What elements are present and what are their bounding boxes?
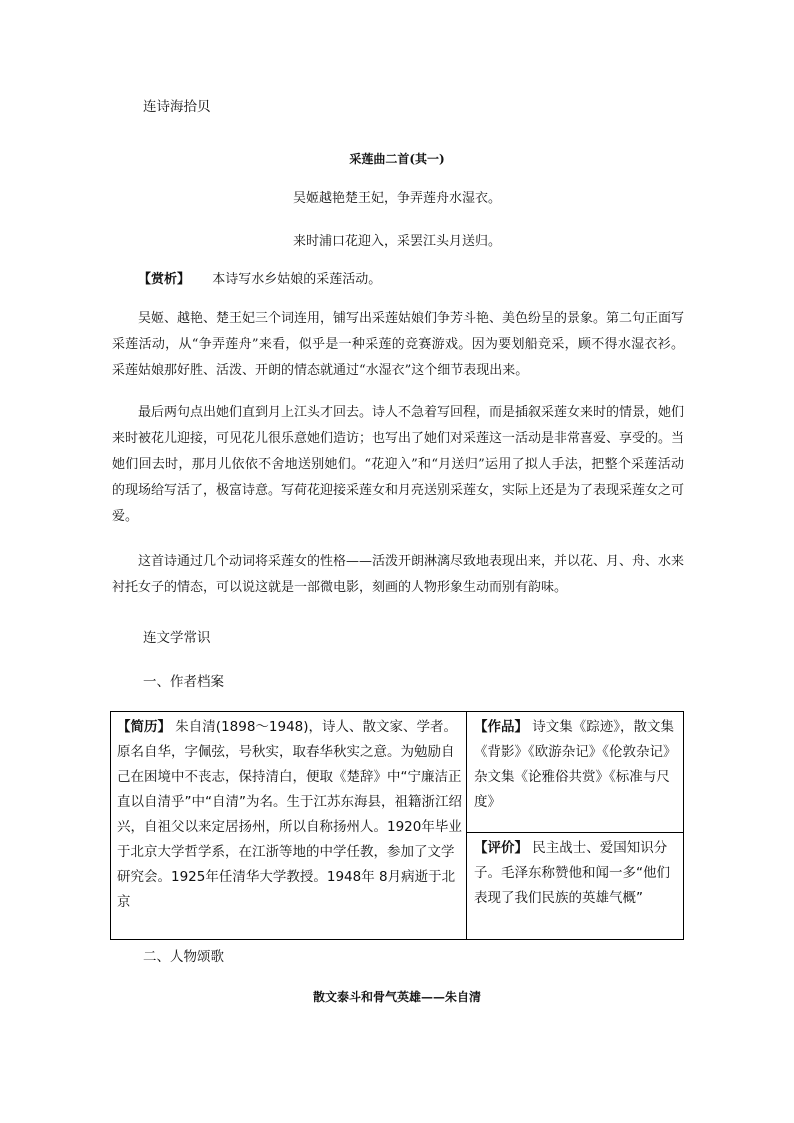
appreciation-intro	[138, 268, 381, 287]
paragraph-text: 这首诗通过几个动词将采莲女的性格——活泼开朗淋漓尽致地表现出来，并以花、月、舟、水来衬托女子的情态，可以说这就是一部微电影，刻画的人物形象生动而别有韵味。	[112, 554, 685, 595]
poem-title: 采莲曲二首(其一)	[349, 152, 445, 166]
works-label: 【作品】	[474, 719, 528, 735]
evaluation-label: 【评价】	[474, 840, 528, 856]
section-heading-poetry: 连诗海拾贝	[143, 99, 211, 115]
evaluation-cell	[474, 836, 680, 911]
biography-cell	[117, 715, 462, 915]
poem-line-2: 来时浦口花迎入，采罢江头月送归。	[292, 234, 501, 249]
table-divider	[466, 832, 684, 833]
works-text: 诗文集《踪迹》，散文集《背影》《欧游杂记》《伦敦杂记》杂文集《论雅俗共赏》《标准与尺度》	[474, 719, 677, 810]
paragraph-text: 吴姬、越艳、楚王妃三个词连用，铺写出采莲姑娘们争芳斗艳、美色纷呈的景象。第二句正面写采莲活动，从“争弄莲舟”来看，似乎是一种采莲的竞赛游戏。因为要划船竞采，顾不得水湿衣衫。采莲姑娘那好胜、活泼、开朗的情态就通过“水湿衣”这个细节表现出来。	[112, 311, 685, 378]
biography-label: 【简历】	[117, 719, 171, 735]
biography-text: 朱自清(1898～1948)，诗人、散文家、学者。原名自华，字佩弦，号秋实，取春华秋实之意。为勉励自己在困境中不丧志，保持清白，便取《楚辞》中“宁廉洁正直以自清乎”中“自清”为名。生于江苏东海县，祖籍浙江绍兴，自祖父以来定居扬州，所以自称扬州人。1920年毕业于北京大学哲学系，在江浙等地的中学任教，参加了文学研究会。1925年任清华大学教授。1948年 8月病逝于北京	[117, 719, 462, 910]
figure-tribute-subtitle: 散文泰斗和骨气英雄——朱自清	[312, 990, 481, 1004]
evaluation-text: 民主战士、爱国知识分子。毛泽东称赞他和闻一多“他们表现了我们民族的英雄气概”	[474, 840, 670, 906]
poem-line-1: 吴姬越艳楚王妃，争弄莲舟水湿衣。	[292, 191, 501, 206]
works-cell	[474, 715, 680, 815]
author-profile-table	[110, 711, 684, 940]
appreciation-paragraph-1	[112, 306, 684, 384]
appreciation-intro-text: 本诗写水乡姑娘的采莲活动。	[212, 272, 382, 287]
section-heading-literature: 连文学常识	[143, 630, 211, 646]
table-divider	[466, 712, 467, 939]
author-profile-heading: 一、作者档案	[143, 674, 224, 690]
paragraph-text: 最后两句点出她们直到月上江头才回去。诗人不急着写回程，而是插叙采莲女来时的情景，她们来时被花儿迎接，可见花儿很乐意她们造访；也写出了她们对采莲这一活动是非常喜爱、享受的。当她们回去时，那月儿依依不舍地送别她们。“花迎入”和“月送归”运用了拟人手法，把整个采莲活动的现场给写活了，极富诗意。写荷花迎接采莲女和月亮送别采莲女，实际上还是为了表现采莲女之可爱。	[112, 405, 685, 524]
figure-tribute-heading: 二、人物颂歌	[143, 949, 224, 965]
appreciation-label: 【赏析】	[138, 272, 191, 287]
appreciation-paragraph-2	[112, 400, 684, 530]
appreciation-paragraph-3	[112, 549, 684, 601]
